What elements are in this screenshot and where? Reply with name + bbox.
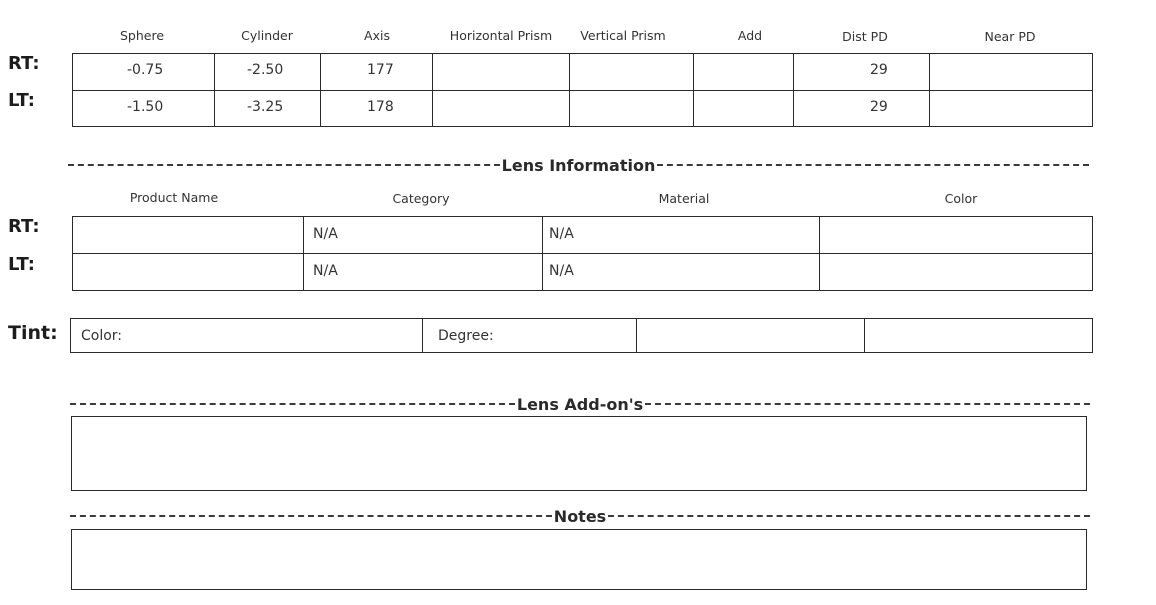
- lt-dist-pd-value[interactable]: 29: [870, 99, 888, 115]
- notes-divider: [70, 506, 1090, 526]
- tint-label: Tint:: [8, 322, 58, 344]
- lt-material-value[interactable]: N/A: [549, 263, 574, 279]
- lens-row-divider: [73, 253, 1092, 254]
- header-cylinder: Cylinder: [241, 28, 293, 43]
- lens-information-title: Lens Information: [501, 155, 656, 175]
- tint-col-divider: [864, 319, 865, 352]
- dashed-rule: [70, 515, 552, 517]
- lt-sphere-value[interactable]: -1.50: [127, 99, 164, 115]
- tint-table: [70, 318, 1093, 353]
- lens-col-divider: [542, 217, 543, 290]
- rt-material-value[interactable]: N/A: [549, 226, 574, 242]
- dashed-rule: [68, 164, 500, 166]
- rt-cylinder-value[interactable]: -2.50: [247, 62, 284, 78]
- lens-row-label-lt: LT:: [8, 254, 35, 275]
- lens-addons-box[interactable]: [71, 416, 1087, 491]
- rx-row-divider: [73, 90, 1092, 91]
- rx-col-divider: [929, 54, 930, 126]
- header-axis: Axis: [364, 28, 390, 43]
- rt-sphere-value[interactable]: -0.75: [127, 62, 164, 78]
- header-sphere: Sphere: [119, 28, 165, 43]
- lens-addons-title: Lens Add-on's: [516, 394, 644, 414]
- tint-color-label: Color:: [81, 328, 123, 344]
- notes-title: Notes: [553, 506, 607, 526]
- rt-dist-pd-value[interactable]: 29: [870, 62, 888, 78]
- header-dist-pd: Dist PD: [842, 29, 888, 44]
- dashed-rule: [645, 403, 1090, 405]
- header-material: Material: [658, 191, 710, 206]
- rx-row-label-lt: LT:: [8, 90, 35, 111]
- rt-category-value[interactable]: N/A: [313, 226, 338, 242]
- lens-information-divider: [68, 155, 1089, 175]
- rx-col-divider: [569, 54, 570, 126]
- lens-addons-divider: [70, 394, 1090, 414]
- rx-col-divider: [793, 54, 794, 126]
- rx-col-divider: [693, 54, 694, 126]
- rx-row-label-rt: RT:: [8, 53, 40, 74]
- dashed-rule: [70, 403, 515, 405]
- dashed-rule: [657, 164, 1089, 166]
- rx-col-divider: [214, 54, 215, 126]
- header-add: Add: [737, 28, 763, 43]
- tint-degree-label: Degree:: [438, 328, 494, 344]
- lt-cylinder-value[interactable]: -3.25: [247, 99, 284, 115]
- tint-col-divider: [422, 319, 423, 352]
- lens-col-divider: [303, 217, 304, 290]
- notes-box[interactable]: [71, 529, 1087, 590]
- rx-col-divider: [432, 54, 433, 126]
- header-near-pd: Near PD: [984, 29, 1036, 44]
- lens-row-label-rt: RT:: [8, 216, 40, 237]
- header-product-name: Product Name: [129, 190, 219, 205]
- lt-axis-value[interactable]: 178: [367, 99, 394, 115]
- lens-table: [72, 216, 1093, 291]
- tint-col-divider: [636, 319, 637, 352]
- dashed-rule: [608, 515, 1090, 517]
- rx-table: [72, 53, 1093, 127]
- header-color: Color: [944, 191, 978, 206]
- lens-col-divider: [819, 217, 820, 290]
- rt-axis-value[interactable]: 177: [367, 62, 394, 78]
- header-category: Category: [392, 191, 450, 206]
- lt-category-value[interactable]: N/A: [313, 263, 338, 279]
- rx-col-divider: [320, 54, 321, 126]
- header-horizontal-prism: Horizontal Prism: [449, 28, 553, 43]
- header-vertical-prism: Vertical Prism: [580, 28, 666, 43]
